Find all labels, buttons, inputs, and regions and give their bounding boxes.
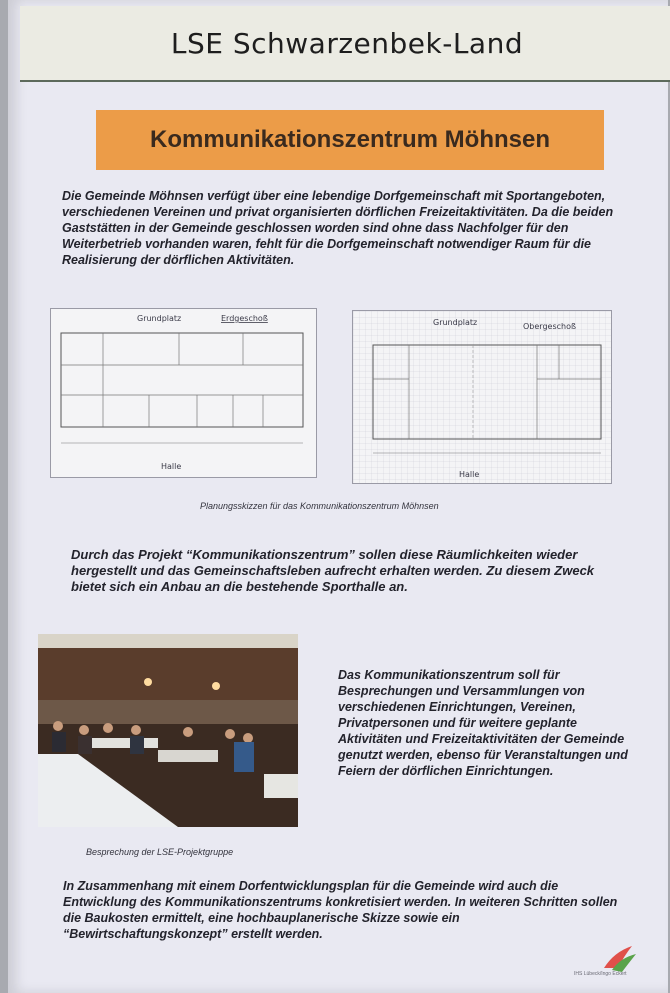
poster xyxy=(8,0,668,993)
floorplan-ground-floor-drawing xyxy=(51,309,316,477)
floorplan-upper-floor-drawing xyxy=(353,311,611,483)
sketch-left-subtitle: Erdgeschoß xyxy=(221,314,268,323)
intro-paragraph: Die Gemeinde Möhnsen verfügt über eine lebendige Dorfgemeinschaft mit Sportangeboten, verschiedenen Vereinen und privat organisierten dörflichen Freizeitaktivitäten. Da die beiden Gaststätten in der Gemeinde geschlossen worden sind ohne dass Nachfolger für den Weiterbetrieb vorhanden waren, fehlt für die Dorfgemeinschaft notwendiger Raum für die Realisierung der dörflichen Aktivitäten. xyxy=(62,189,614,267)
sketch-right-bottom: Halle xyxy=(459,470,480,479)
purpose-paragraph: Das Kommunikationszentrum soll für Besprechungen und Versammlungen von verschiedenen Einrichtungen, Vereinen, Privatpersonen und für weitere geplante Aktivitäten und Freizeitaktivitäten der Gemeinde genutzt werden, ebenso für Veranstaltungen und Feiern der dörflichen Einrichtungen. xyxy=(338,668,628,778)
floorplan-upper-floor xyxy=(352,310,612,484)
project-paragraph: Durch das Projekt “Kommunikationszentrum” sollen diese Räumlichkeiten wieder hergestellt und das Gemeinschaftsleben aufrecht erhalten werden. Zu diesem Zweck bietet sich ein Anbau an die bestehende Sporthalle an. xyxy=(71,547,595,594)
logo-text: IHS Lübeck/Ingo Eckert xyxy=(574,971,627,977)
meeting-photo-image xyxy=(38,634,298,827)
outlook-paragraph: In Zusammenhang mit einem Dorfentwicklungsplan für die Gemeinde wird auch die Entwicklung des Kommunikationszentrums konkretisiert werden. In weiteren Schritten sollen die Baukosten ermittelt, eine hochbauplanerische Skizze sowie ein “Bewirtschaftungskonzept” erstellt werden. xyxy=(63,879,618,941)
sketch-right-subtitle: Obergeschoß xyxy=(523,322,577,331)
poster-header xyxy=(20,6,670,82)
sketch-left-bottom: Halle xyxy=(161,462,182,471)
sketch-left-title: Grundplatz xyxy=(137,314,182,323)
title-banner xyxy=(96,110,604,170)
floorplan-ground-floor xyxy=(50,308,317,478)
sketches-caption: Planungsskizzen für das Kommunikationszentrum Möhnsen xyxy=(200,501,439,511)
photo-caption: Besprechung der LSE-Projektgruppe xyxy=(86,847,234,857)
poster-title: LSE Schwarzenbek-Land xyxy=(170,26,524,60)
sketch-right-title: Grundplatz xyxy=(433,318,478,327)
meeting-photo xyxy=(38,634,298,827)
banner-title: Kommunikationszentrum Möhnsen xyxy=(149,126,551,153)
